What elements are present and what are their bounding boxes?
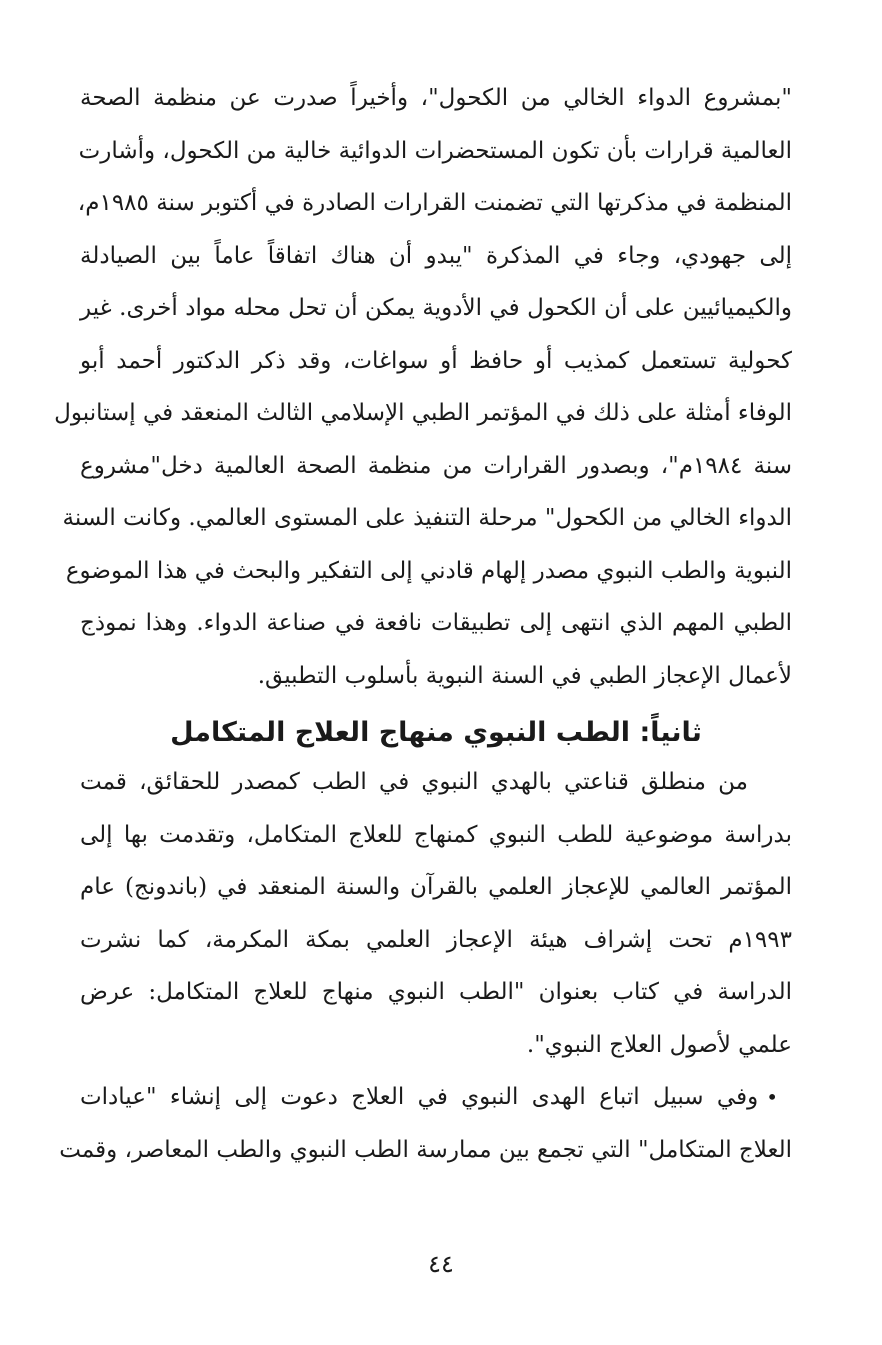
text-line: سنة ١٩٨٤م"، وبصدور القرارات من منظمة الصحة العالمية دخل"مشروع [80,452,793,479]
bullet-line [80,1075,792,1128]
text-line: الطبي المهم الذي انتهى إلى تطبيقات نافعة في صناعة الدواء. وهذا نموذج [80,610,792,636]
text-line: العلاج المتكامل" التي تجمع بين ممارسة الطب النبوي والطب المعاصر، وقمت [59,1136,792,1163]
text-line: "بمشروع الدواء الخالي من الكحول"، وأخيراً صدرت عن منظمة الصحة [80,85,792,111]
paragraph-1 [54,76,793,706]
section-heading: ثانياً: الطب النبوي منهاج العلاج المتكامل [170,717,702,748]
text-line: وفي سبيل اتباع الهدى النبوي في العلاج دعوت إلى إنشاء "عيادات [80,1084,759,1110]
page-body [54,76,793,1180]
text-line: العالمية قرارات بأن تكون المستحضرات الدوائية خالية من الكحول، وأشارت [78,137,792,164]
text-line: الوفاء أمثلة على ذلك في المؤتمر الطبي الإسلامي الثالث المنعقد في إستانبول [54,400,792,426]
paragraph-2 [80,760,792,1075]
text-line: الدواء الخالي من الكحول" مرحلة التنفيذ على المستوى العالمي. وكانت السنة [62,505,792,531]
text-line: المنظمة في مذكرتها التي تضمنت القرارات الصادرة في أكتوبر سنة ١٩٨٥م، [77,190,792,216]
page-number: ٤٤ [428,1250,454,1278]
text-line: إلى جهودي، وجاء في المذكرة "يبدو أن هناك اتفاقاً عاماً بين الصيادلة [80,242,792,269]
text-line: علمي لأصول العلاج النبوي". [526,1031,792,1058]
bullet-icon: • [766,1085,778,1109]
text-line: كحولية تستعمل كمذيب أو حافظ أو سواغات، وقد ذكر الدكتور أحمد أبو [80,347,792,374]
text-line: المؤتمر العالمي للإعجاز العلمي بالقرآن والسنة المنعقد في (باندونج) عام [80,874,792,900]
text-line: بدراسة موضوعية للطب النبوي كمنهاج للعلاج المتكامل، وتقدمت بها إلى [80,821,792,848]
text-line: لأعمال الإعجاز الطبي في السنة النبوية بأسلوب التطبيق. [257,662,792,689]
text-line: الدراسة في كتاب بعنوان "الطب النبوي منهاج للعلاج المتكامل: عرض [80,979,792,1005]
text-line: والكيميائيين على أن الكحول في الأدوية يمكن أن تحل محله مواد أخرى. غير [80,295,792,321]
text-line: النبوية والطب النبوي مصدر إلهام قادني إلى التفكير والبحث في هذا الموضوع [65,557,792,584]
text-line: ١٩٩٣م تحت إشراف هيئة الإعجاز العلمي بمكة المكرمة، كما نشرت [80,926,792,953]
bullet-paragraph [59,1075,792,1180]
text-line: من منطلق قناعتي بالهدي النبوي في الطب كمصدر للحقائق، قمت [80,769,748,795]
